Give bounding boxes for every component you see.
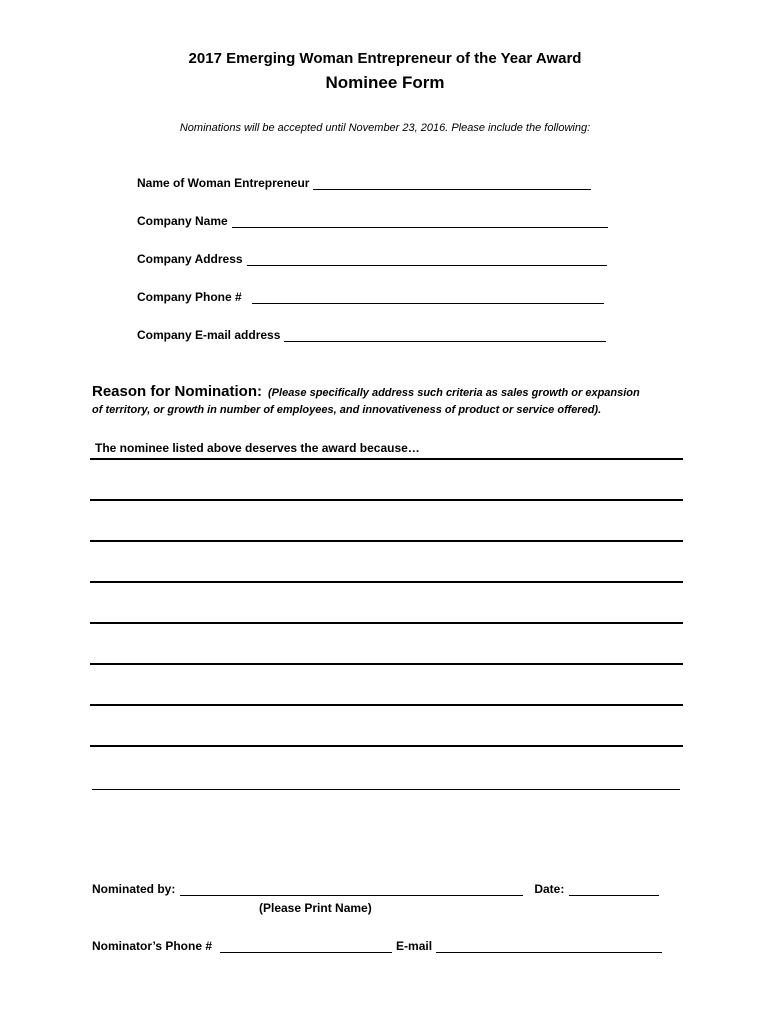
reason-writing-line[interactable]: [90, 458, 683, 460]
nominated-by-label: Nominated by:: [92, 882, 176, 896]
reason-writing-line[interactable]: [90, 622, 683, 624]
email-label: E-mail: [396, 939, 433, 953]
reason-writing-line[interactable]: [90, 540, 683, 542]
nominator-phone-label: Nominator’s Phone #: [92, 939, 213, 953]
field-label: Company E-mail address: [137, 328, 281, 342]
field-label: Company Name: [137, 214, 228, 228]
reason-writing-line[interactable]: [90, 499, 683, 501]
field-entrepreneur-name: [137, 174, 591, 190]
reason-writing-line[interactable]: [90, 745, 683, 747]
nominator-phone-input[interactable]: [220, 940, 392, 953]
reason-writing-line[interactable]: [90, 581, 683, 583]
date-label: Date:: [534, 882, 565, 896]
reason-writing-line[interactable]: [90, 663, 683, 665]
field-company-email: [137, 326, 606, 342]
date-input[interactable]: [569, 883, 659, 896]
field-company-address: [137, 250, 607, 266]
field-label: Company Phone #: [137, 290, 242, 304]
entrepreneur-name-input[interactable]: [313, 177, 591, 190]
field-company-phone: [137, 288, 604, 304]
reason-writing-line[interactable]: [92, 789, 680, 790]
reason-note-line1: (Please specifically address such criteria as sales growth or expansion: [268, 387, 640, 399]
field-label: Company Address: [137, 252, 243, 266]
company-phone-input[interactable]: [252, 291, 604, 304]
email-input[interactable]: [436, 940, 662, 953]
reason-note-line2: of territory, or growth in number of employees, and innovativeness of product or service offered).: [92, 404, 602, 416]
nominated-by-input[interactable]: [180, 883, 523, 896]
company-email-input[interactable]: [284, 329, 606, 342]
field-company-name: [137, 212, 608, 228]
company-address-input[interactable]: [247, 253, 607, 266]
print-name-note: (Please Print Name): [259, 901, 372, 915]
reason-heading: Reason for Nomination:: [92, 383, 263, 400]
nominator-contact-row: [92, 937, 662, 953]
reason-prompt: The nominee listed above deserves the award because…: [95, 441, 420, 455]
reason-heading-row: [92, 383, 640, 400]
reason-writing-line[interactable]: [90, 704, 683, 706]
form-title: 2017 Emerging Woman Entrepreneur of the Year Award: [188, 50, 582, 67]
form-subtitle: Nominee Form: [325, 73, 445, 92]
field-label: Name of Woman Entrepreneur: [137, 176, 310, 190]
company-name-input[interactable]: [232, 215, 608, 228]
form-instructions: Nominations will be accepted until November 23, 2016. Please include the following:: [179, 122, 591, 134]
nominated-by-row: [92, 880, 659, 896]
